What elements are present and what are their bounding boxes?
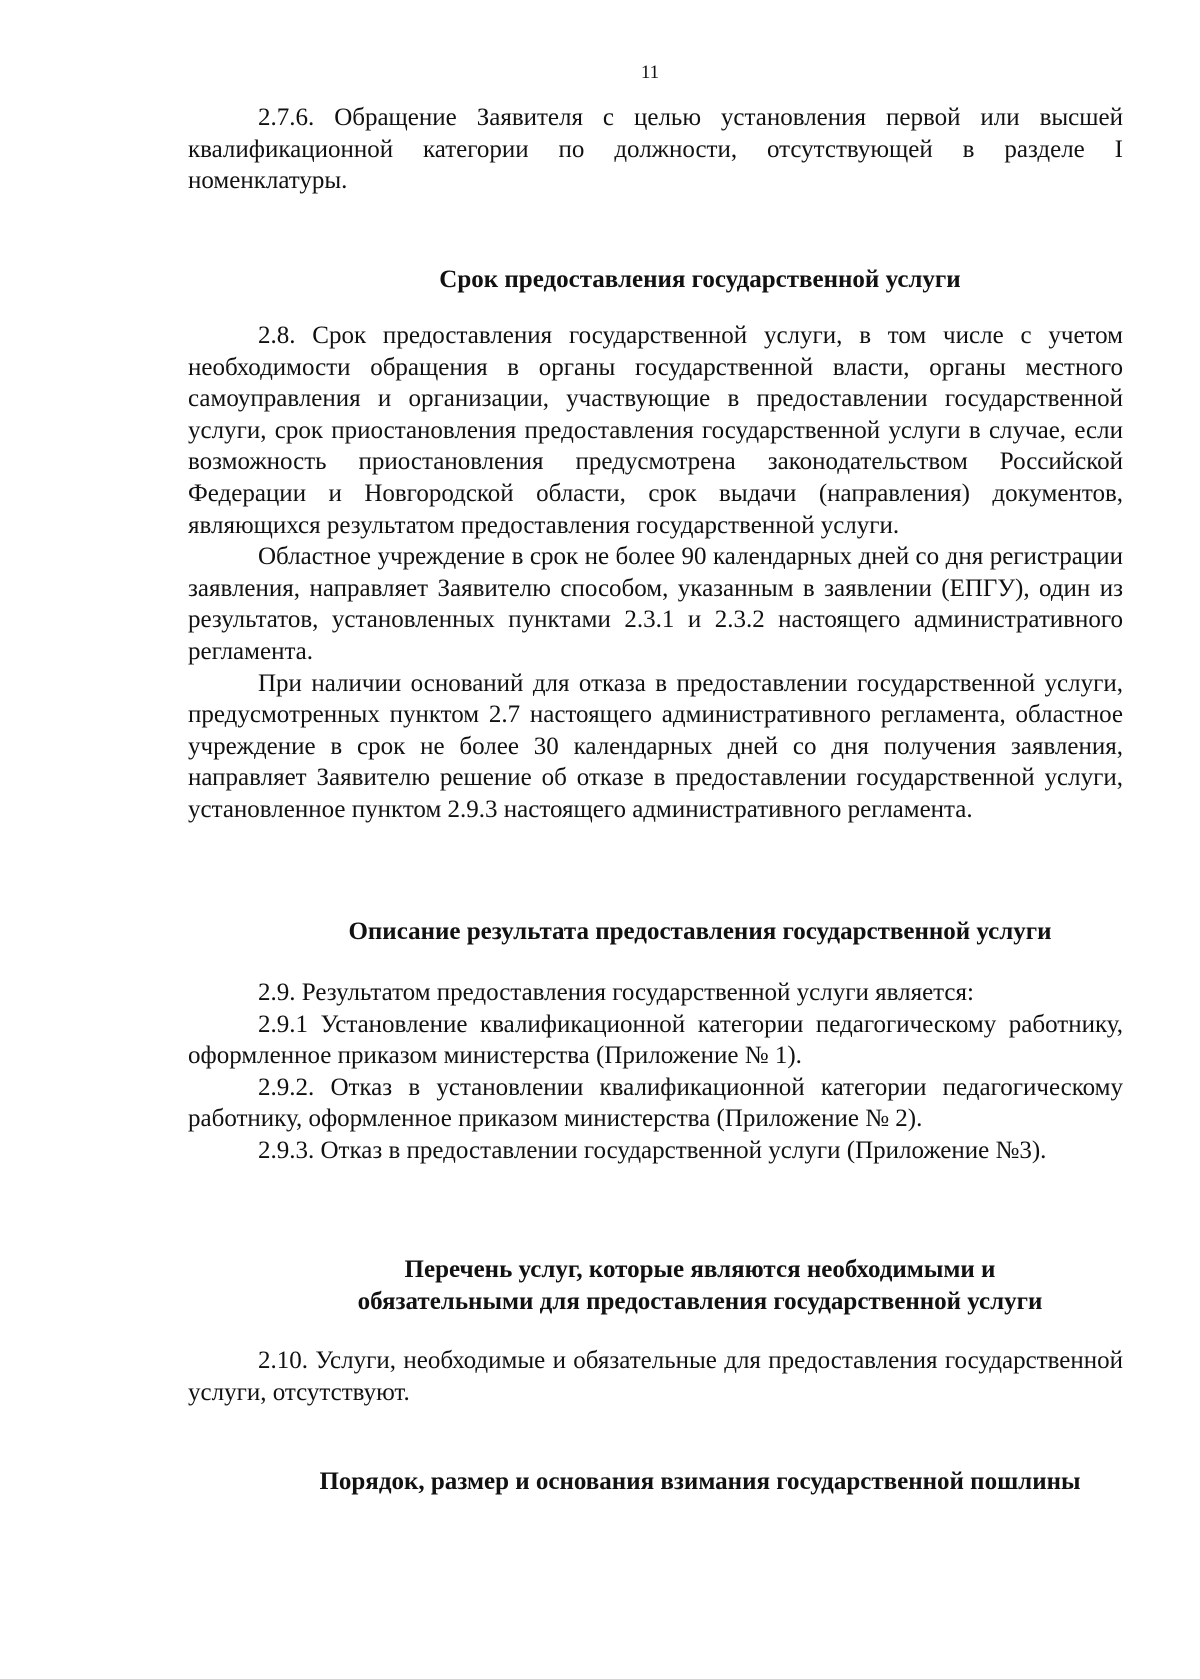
heading-line: обязательными для предоставления государственной услуги bbox=[357, 1288, 1043, 1315]
paragraph-2-9-2: 2.9.2. Отказ в установлении квалификационной категории педагогическому работнику, оформленное приказом министерства (Приложение № 2). bbox=[188, 1073, 1123, 1133]
paragraph-2-7-6: 2.7.6. Обращение Заявителя с целью установления первой или высшей квалификационной категории по должности, отсутствующей в разделе I номенклатуры. bbox=[188, 104, 1123, 195]
heading-state-duty bbox=[188, 1466, 1200, 1498]
paragraph-regional-institution-term: Областное учреждение в срок не более 90 календарных дней со дня регистрации заявления, направляет Заявителю способом, указанным в заявлении (ЕПГУ), один из результатов, установленных пунктами 2.3.1 и 2.3.2 настоящего административного регламента. bbox=[188, 543, 1123, 665]
section-2-7-6 bbox=[188, 102, 1123, 197]
heading-line: Описание результата предоставления государственной услуги bbox=[348, 918, 1052, 945]
heading-service-term bbox=[188, 264, 1200, 296]
paragraph-refusal-grounds: При наличии оснований для отказа в предоставлении государственной услуги, предусмотренных пунктом 2.7 настоящего административного регламента, областное учреждение в срок не более 30 календарных дней со дня получения заявления, направляет Заявителю решение об отказе в предоставлении государственной услуги, установленное пунктом 2.9.3 настоящего административного регламента. bbox=[188, 669, 1123, 823]
heading-required-services bbox=[188, 1254, 1200, 1318]
paragraph-2-8: 2.8. Срок предоставления государственной услуги, в том числе с учетом необходимости обращения в органы государственной власти, органы местного самоуправления и организации, участвующие в предоставлении государственной услуги, срок приостановления предоставления государственной услуги в случае, если возможность приостановления предусмотрена законодательством Российской Федерации и Новгородской области, срок выдачи (направления) документов, являющихся результатом предоставления государственной услуги. bbox=[188, 322, 1123, 539]
paragraph-2-9: 2.9. Результатом предоставления государственной услуги является: bbox=[258, 979, 974, 1006]
section-2-10 bbox=[188, 1345, 1123, 1408]
heading-line: Перечень услуг, которые являются необходимыми и bbox=[404, 1256, 996, 1283]
heading-service-result bbox=[188, 916, 1200, 948]
heading-line: Порядок, размер и основания взимания государственной пошлины bbox=[319, 1468, 1081, 1495]
section-2-8 bbox=[188, 320, 1123, 826]
paragraph-2-9-1: 2.9.1 Установление квалификационной категории педагогическому работнику, оформленное приказом министерства (Приложение № 1). bbox=[188, 1010, 1123, 1070]
heading-line: Срок предоставления государственной услуги bbox=[439, 266, 961, 293]
paragraph-2-9-3: 2.9.3. Отказ в предоставлении государственной услуги (Приложение №3). bbox=[258, 1136, 1047, 1164]
paragraph-2-10: 2.10. Услуги, необходимые и обязательные для предоставления государственной услуги, отсутствуют. bbox=[188, 1347, 1123, 1406]
page-number: 11 bbox=[640, 62, 660, 83]
section-2-9 bbox=[188, 977, 1123, 1167]
